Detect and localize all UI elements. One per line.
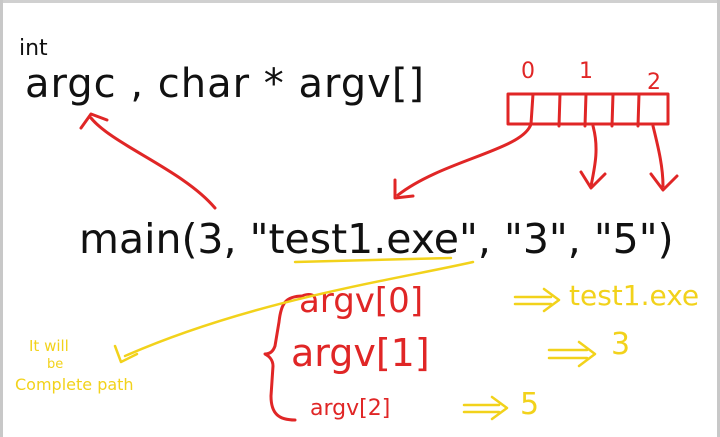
array-divider [531,94,533,124]
argc-arrow [91,118,215,208]
argv-2-value: 5 [520,387,540,422]
array-divider [638,94,639,126]
argv-group-brace [265,296,303,420]
function-signature: argc , char * argv[] [25,61,426,107]
array-index-1: 1 [579,59,593,84]
main-call: main(3, "test1.exe", "3", "5") [79,215,674,263]
path-note-arrow-head [115,346,137,362]
path-note-line-1: It will [29,337,69,355]
path-note-line-3: Complete path [15,375,134,394]
exe-underline [295,258,451,262]
implies-arrow-2 [464,397,507,419]
implies-arrow-1 [549,342,595,366]
argv-1-value: 3 [611,327,631,362]
array-index-0: 0 [521,59,535,84]
path-note-line-2: be [47,357,64,372]
argv-1-pointer-arrow [591,126,596,186]
ink-strokes [3,0,720,437]
array-divider [585,94,586,126]
argv-0-pointer-arrow [398,124,531,195]
array-index-2: 2 [647,70,661,95]
argv-1-label: argv[1] [291,331,430,375]
argv-0-value: test1.exe [569,279,700,312]
array-divider [612,94,613,126]
implies-arrow-0 [515,289,559,311]
path-note-arrow [125,262,473,356]
argv-2-label: argv[2] [310,396,391,421]
array-divider [559,94,560,126]
argv-0-label: argv[0] [299,281,424,321]
int-annotation: int [19,36,48,61]
